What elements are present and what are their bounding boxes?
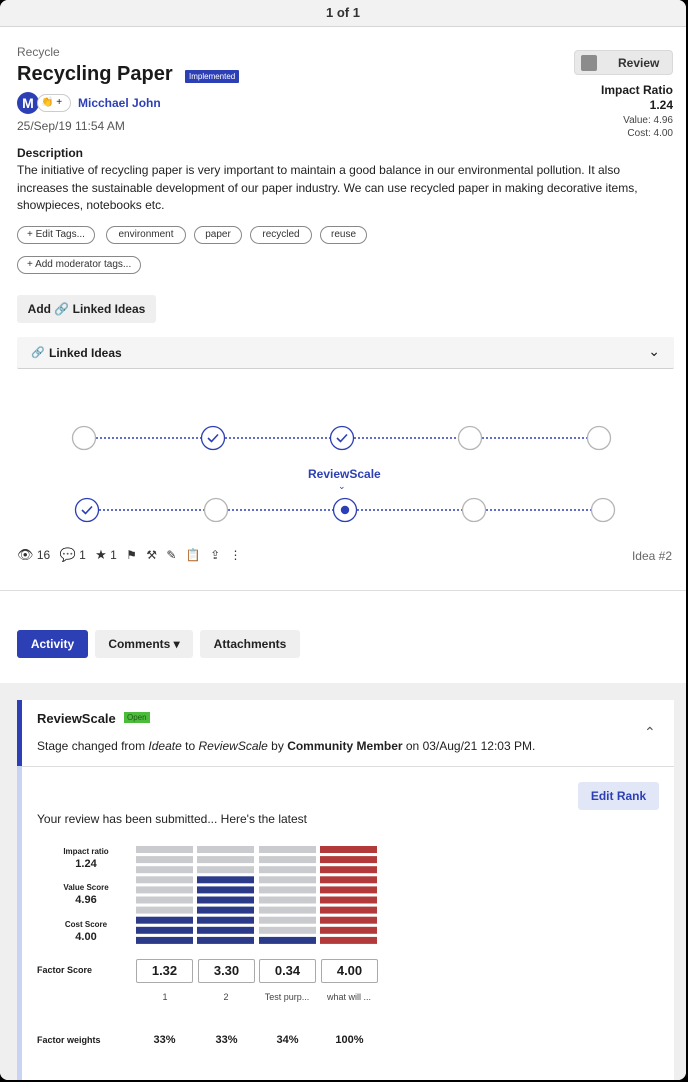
stage-node-empty: [592, 499, 615, 522]
factor-name-2: 2: [223, 992, 229, 1002]
current-stage-label: ReviewScale: [308, 467, 381, 481]
status-badge: Implemented: [185, 70, 239, 83]
factor-weight-2: 33%: [215, 1034, 238, 1046]
value-score: 4.96: [75, 894, 97, 906]
factor-weight-4: 100%: [335, 1034, 364, 1046]
bar-segment-empty: [259, 856, 316, 863]
review-message: Your review has been submitted... Here's the latest: [37, 812, 307, 826]
tab-activity[interactable]: Activity: [17, 630, 88, 658]
tag-recycled[interactable]: recycled: [250, 226, 312, 244]
edit-tags-button[interactable]: + Edit Tags...: [17, 226, 95, 244]
bar-segment-filled: [197, 886, 254, 893]
bar-segment-empty: [259, 897, 316, 904]
factor-name-3: Test purp...: [264, 992, 310, 1002]
stage-node-empty: [459, 427, 482, 450]
bar-segment-filled: [320, 937, 377, 944]
flag-icon[interactable]: ⚑: [126, 548, 137, 562]
factor-score-2: 3.30: [198, 959, 255, 983]
bar-segment-filled: [197, 927, 254, 934]
bar-segment-filled: [136, 927, 193, 934]
bar-segment-empty: [259, 927, 316, 934]
idea-title: Recycling Paper: [17, 63, 173, 85]
bar-segment-empty: [197, 846, 254, 853]
stage-node-done: [202, 427, 225, 450]
description-heading: Description: [17, 146, 84, 160]
factor-score-4: 4.00: [321, 959, 378, 983]
bar-segment-empty: [136, 866, 193, 873]
value-score-label: Value Score: [63, 883, 109, 892]
add-moderator-tags-button[interactable]: + Add moderator tags...: [17, 256, 141, 274]
created-date: 25/Sep/19 11:54 AM: [17, 119, 125, 133]
bar-segment-empty: [136, 876, 193, 883]
star-icon[interactable]: ★: [95, 547, 107, 562]
bar-segment-empty: [259, 907, 316, 914]
edit-rank-button[interactable]: Edit Rank: [578, 782, 659, 810]
gavel-icon[interactable]: ⚒: [146, 548, 158, 562]
bar-segment-filled: [320, 866, 377, 873]
impact-heading: Impact Ratio: [600, 83, 673, 97]
tag-reuse[interactable]: reuse: [320, 226, 367, 244]
bar-segment-empty: [136, 897, 193, 904]
stage-row-1: [73, 427, 611, 450]
impact-ratio-label: Impact ratio: [63, 847, 109, 856]
factor-score-3: 0.34: [259, 959, 316, 983]
impact-summary: [601, 83, 673, 139]
activity-stage-title: ReviewScale: [37, 711, 116, 726]
comments-count: 1: [79, 548, 86, 562]
idea-category[interactable]: Recycle: [17, 45, 60, 59]
reaction-button[interactable]: 👏 +: [37, 94, 71, 112]
clipboard-icon[interactable]: 📋: [185, 548, 201, 562]
bar-segment-empty: [136, 856, 193, 863]
stage-status-badge: Open: [124, 712, 150, 723]
pagination-indicator: 1 of 1: [0, 0, 686, 27]
bar-segment-empty: [259, 917, 316, 924]
bar-segment-filled: [197, 876, 254, 883]
impact-value: Value: 4.96: [623, 115, 673, 126]
impact-cost: Cost: 4.00: [627, 128, 673, 139]
chart-icon: [581, 55, 597, 71]
bar-segment-filled: [320, 876, 377, 883]
stage-node-empty: [588, 427, 611, 450]
bar-segment-filled: [320, 846, 377, 853]
bar-segment-filled: [197, 937, 254, 944]
bar-segment-empty: [136, 846, 193, 853]
factor-name-1: 1: [162, 992, 168, 1002]
cost-score: 4.00: [75, 931, 97, 943]
chevron-down-icon[interactable]: ⌄: [648, 343, 660, 359]
link-icon: 🔗: [31, 347, 45, 359]
bar-segment-filled: [320, 907, 377, 914]
factor-bars: [134, 844, 380, 944]
current-dot: [341, 506, 349, 514]
comment-icon[interactable]: 💬: [59, 547, 76, 562]
add-linked-ideas-button[interactable]: Add 🔗 Linked Ideas: [17, 295, 156, 323]
factor-name-4: what will ...: [326, 992, 371, 1002]
impact-ratio-value: 1.24: [649, 98, 673, 112]
edit-icon[interactable]: ✎: [166, 548, 177, 562]
bar-segment-filled: [320, 897, 377, 904]
stage-row-2: [76, 499, 615, 522]
review-button-label: Review: [618, 56, 660, 70]
chevron-down-icon: ⌄: [338, 481, 346, 491]
bar-segment-filled: [197, 907, 254, 914]
bar-segment-empty: [259, 846, 316, 853]
bar-segment-empty: [259, 876, 316, 883]
bar-segment-empty: [197, 866, 254, 873]
review-button[interactable]: [574, 50, 673, 75]
bar-segment-empty: [136, 886, 193, 893]
avatar[interactable]: M: [17, 92, 39, 114]
bar-segment-empty: [197, 856, 254, 863]
tab-comments[interactable]: Comments ▾: [95, 630, 193, 658]
factor-score-label: Factor Score: [37, 965, 93, 975]
eye-icon: 👁: [17, 547, 34, 562]
tag-environment[interactable]: environment: [106, 226, 186, 244]
impact-ratio-score: 1.24: [75, 858, 97, 870]
tag-paper[interactable]: paper: [194, 226, 242, 244]
bar-segment-filled: [320, 856, 377, 863]
share-icon[interactable]: ⇪: [210, 548, 221, 562]
views-count: 16: [36, 548, 51, 562]
bar-segment-filled: [320, 886, 377, 893]
idea-number: Idea #2: [631, 549, 672, 563]
stage-node-empty: [73, 427, 96, 450]
bar-segment-empty: [259, 866, 316, 873]
meta-actions: [17, 547, 241, 563]
factor-weights-label: Factor weights: [37, 1035, 101, 1045]
bar-segment-filled: [197, 917, 254, 924]
stars-count: 1: [110, 548, 117, 562]
bar-segment-filled: [197, 897, 254, 904]
bar-segment-empty: [136, 907, 193, 914]
factor-weight-1: 33%: [153, 1034, 176, 1046]
author-link[interactable]: Micchael John: [78, 96, 161, 110]
tab-attachments[interactable]: Attachments: [200, 630, 300, 658]
linked-ideas-label: Linked Ideas: [49, 346, 122, 360]
description-text: The initiative of recycling paper is very important to maintain a good balance in our environmental pollution. It also increases the sustainable development of our paper industry. We can use recycled paper in making decorative items, showpieces, notebooks etc.: [17, 163, 638, 212]
bar-segment-empty: [259, 886, 316, 893]
factor-score-1: 1.32: [136, 959, 193, 983]
stage-change-text: Stage changed from Ideate to ReviewScale by Community Member on 03/Aug/21 12:03 PM.: [37, 739, 536, 753]
bar-segment-filled: [136, 917, 193, 924]
chevron-up-icon[interactable]: ⌃: [644, 724, 656, 740]
divider: [0, 590, 686, 591]
stage-node-empty: [205, 499, 228, 522]
linked-ideas-panel[interactable]: [17, 337, 674, 369]
bar-segment-filled: [320, 927, 377, 934]
bar-segment-filled: [320, 917, 377, 924]
stage-node-done: [331, 427, 354, 450]
bar-segment-filled: [259, 937, 316, 944]
stage-node-done: [76, 499, 99, 522]
factor-weight-3: 34%: [276, 1034, 299, 1046]
card-accent-light: [17, 766, 22, 1080]
card-divider: [22, 766, 674, 767]
cost-score-label: Cost Score: [64, 920, 108, 929]
bar-segment-filled: [136, 937, 193, 944]
card-accent: [17, 700, 22, 766]
more-icon[interactable]: ⋮: [229, 548, 242, 562]
stage-node-empty: [463, 499, 486, 522]
